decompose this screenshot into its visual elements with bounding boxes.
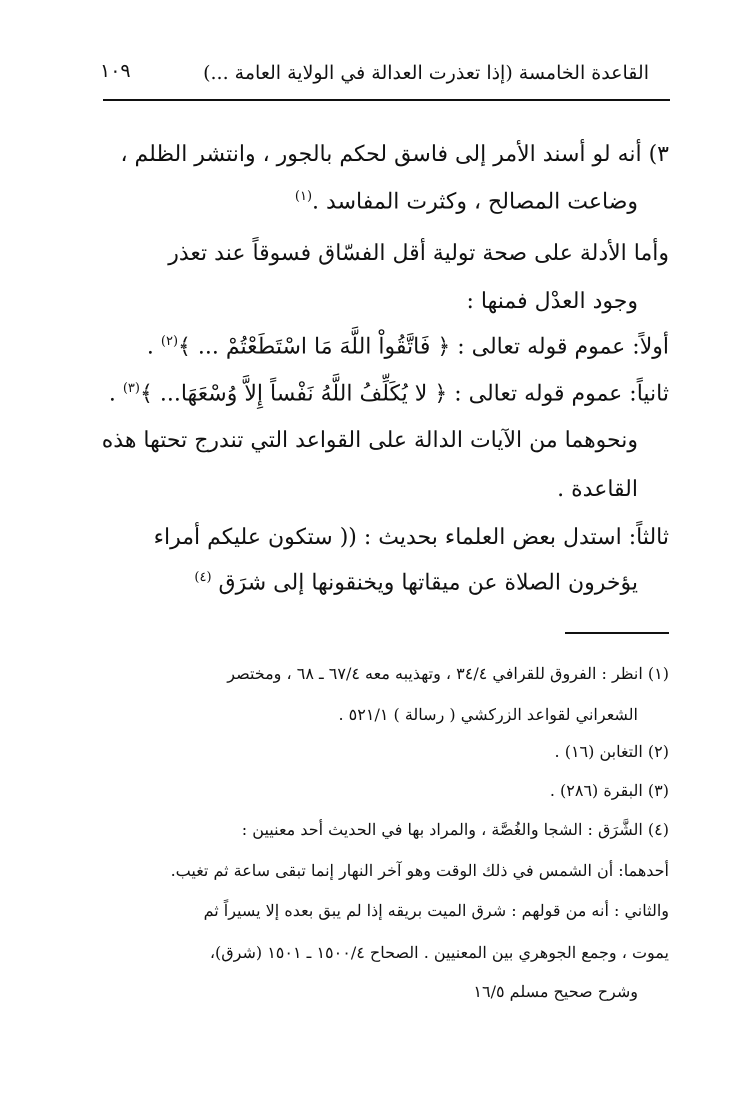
body-line: ٣) أنه لو أسند الأمر إلى فاسق لحكم بالجور ، وانتشر الظلم ، — [120, 142, 669, 167]
body-line: وضاعت المصالح ، وكثرت المفاسد .$^{(١)}$ — [294, 189, 638, 215]
footnote-line: يموت ، وجمع الجوهري بين المعنيين . الصحاح ١٥٠٠/٤ ـ ١٥٠١ (شرق)، — [209, 943, 669, 962]
footnote-ref: (١) — [294, 189, 313, 204]
page-number: ١٠٩ — [100, 60, 131, 82]
body-line: يؤخرون الصلاة عن ميقاتها ويخنقونها إلى شرَق $^{(٤)}$ — [194, 570, 638, 596]
header-title: القاعدة الخامسة (إذا تعذرت العدالة في الولاية العامة ...) — [203, 62, 649, 84]
footnote-line: (٢) التغابن (١٦) . — [554, 742, 669, 761]
body-line: ونحوهما من الآيات الدالة على القواعد التي تندرج تحتها هذه — [101, 428, 638, 453]
footnote-ref: (٤) — [194, 570, 212, 585]
body-line: وجود العدْل فمنها : — [466, 289, 638, 314]
footnote-line: أحدهما: أن الشمس في ذلك الوقت وهو آخر النهار إنما تبقى ساعة ثم تغيب. — [170, 861, 669, 880]
body-line: وأما الأدلة على صحة تولية أقل الفسّاق فسوقاً عند تعذر — [168, 241, 669, 266]
footnote-ref: (٢) — [160, 334, 179, 349]
footnote-line: والثاني : أنه من قولهم : شرق الميت بريقه إذا لم يبق بعده إلا يسيراً ثم — [203, 901, 669, 920]
body-line: القاعدة . — [557, 477, 638, 502]
footnote-line: (٣) البقرة (٢٨٦) . — [549, 781, 669, 800]
footnote-line: وشرح صحيح مسلم ١٦/٥ — [473, 982, 638, 1001]
footnote-ref: (٣) — [122, 381, 140, 396]
body-line: ثالثاً: استدل بعض العلماء بحديث : (( ستكون عليكم أمراء — [153, 525, 669, 550]
body-line: ثانياً: عموم قوله تعالى : ﴿ لا يُكَلِّفُ اللَّهُ نَفْساً إِلاَّ وُسْعَهَا... ﴾$^{(٣)}$ . — [108, 381, 669, 407]
footnote-line: (١) انظر : الفروق للقرافي ٣٤/٤ ، وتهذيبه معه ٦٧/٤ ـ ٦٨ ، ومختصر — [227, 664, 669, 683]
footnote-separator — [565, 632, 669, 634]
footnote-line: (٤) الشَّرَق : الشجا والغُصَّة ، والمراد بها في الحديث أحد معنيين : — [241, 820, 669, 839]
body-line: أولاً: عموم قوله تعالى : ﴿ فَاتَّقُواْ اللَّهَ مَا اسْتَطَعْتُمْ ... ﴾$^{(٢)}$ . — [146, 334, 669, 360]
footnote-line: الشعراني لقواعد الزركشي ( رسالة ) ٥٢١/١ . — [338, 705, 638, 724]
header-rule — [103, 99, 670, 101]
